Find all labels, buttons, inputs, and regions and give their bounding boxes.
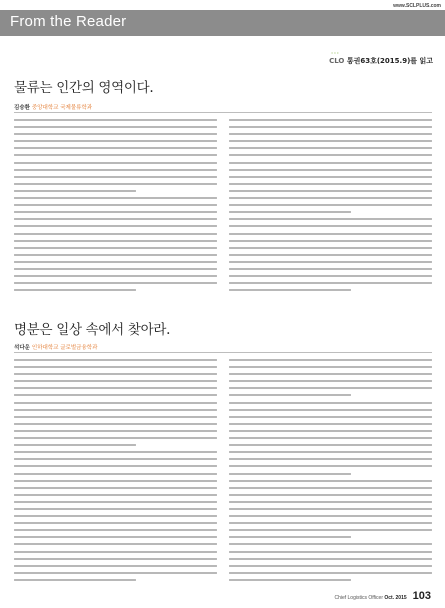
body-text-line xyxy=(14,225,217,227)
body-text-line xyxy=(229,140,432,142)
body-text-line xyxy=(14,437,217,439)
article-2-title: 명분은 일상 속에서 찾아라. xyxy=(14,322,171,338)
body-text-line xyxy=(229,565,432,567)
reference-line xyxy=(329,51,433,66)
body-text-line xyxy=(14,169,217,171)
body-text-line xyxy=(229,190,432,192)
body-text-line xyxy=(229,373,432,375)
body-text-line xyxy=(14,211,217,213)
body-text-line xyxy=(14,133,217,135)
body-text-line xyxy=(14,465,217,467)
body-text-line xyxy=(229,387,432,389)
body-text-line xyxy=(14,147,217,149)
page-number: 103 xyxy=(412,590,431,602)
body-text-line xyxy=(229,366,432,368)
body-text-line xyxy=(14,487,217,489)
body-text-line xyxy=(229,119,432,121)
article-1-rule xyxy=(14,112,432,113)
body-text-line xyxy=(229,451,432,453)
article-2-author-name: 석다운 xyxy=(14,345,30,351)
body-text-line xyxy=(229,409,432,411)
body-text-line xyxy=(14,423,217,425)
body-text-line xyxy=(14,154,217,156)
body-text-line xyxy=(14,579,136,581)
body-text-line xyxy=(229,261,432,263)
article-1-author-affiliation: 중앙대학교 국제물류학과 xyxy=(31,105,93,111)
body-text-line xyxy=(229,480,432,482)
body-text-line xyxy=(229,133,432,135)
body-text-line xyxy=(229,501,432,503)
body-text-line xyxy=(229,402,432,404)
body-text-line xyxy=(229,162,432,164)
body-text-line xyxy=(14,551,217,553)
body-text-line xyxy=(229,522,432,524)
article-2-rule xyxy=(14,352,432,353)
body-text-line xyxy=(229,543,432,545)
body-text-line xyxy=(229,458,432,460)
body-text-line xyxy=(229,473,351,475)
body-text-line xyxy=(14,480,217,482)
body-text-line xyxy=(229,268,432,270)
body-text-line xyxy=(14,233,217,235)
body-text-line xyxy=(229,465,432,467)
article-2-left-column xyxy=(14,359,217,586)
body-text-line xyxy=(14,444,136,446)
body-text-line xyxy=(14,289,136,291)
body-text-line xyxy=(14,494,217,496)
body-text-line xyxy=(229,444,432,446)
reference-clo: CLO xyxy=(329,57,345,65)
body-text-line xyxy=(229,416,432,418)
body-text-line xyxy=(14,394,217,396)
article-1-title: 물류는 인간의 영역이다. xyxy=(14,80,154,96)
article-1-right-column xyxy=(229,119,432,296)
body-text-line xyxy=(14,373,217,375)
article-1-author-name: 김승환 xyxy=(14,105,30,111)
body-text-line xyxy=(229,233,432,235)
body-text-line xyxy=(14,197,217,199)
body-text-line xyxy=(229,204,432,206)
body-text-line xyxy=(229,240,432,242)
body-text-line xyxy=(14,515,217,517)
body-text-line xyxy=(14,430,217,432)
body-text-line xyxy=(14,387,217,389)
body-text-line xyxy=(14,501,217,503)
article-2-author-affiliation: 인하대학교 글로벌금융학과 xyxy=(31,345,98,351)
body-text-line xyxy=(14,140,217,142)
body-text-line xyxy=(229,147,432,149)
body-text-line xyxy=(14,529,217,531)
body-text-line xyxy=(14,402,217,404)
body-text-line xyxy=(14,565,217,567)
body-text-line xyxy=(229,529,432,531)
body-text-line xyxy=(229,579,351,581)
body-text-line xyxy=(229,282,432,284)
body-text-line xyxy=(14,176,217,178)
body-text-line xyxy=(14,190,136,192)
body-text-line xyxy=(229,169,432,171)
body-text-line xyxy=(229,572,432,574)
body-text-line xyxy=(14,572,217,574)
body-text-line xyxy=(229,176,432,178)
body-text-line xyxy=(229,218,432,220)
body-text-line xyxy=(229,275,432,277)
article-2-author xyxy=(14,343,97,351)
body-text-line xyxy=(14,247,217,249)
body-text-line xyxy=(14,416,217,418)
body-text-line xyxy=(14,380,217,382)
body-text-line xyxy=(229,515,432,517)
body-text-line xyxy=(14,162,217,164)
body-text-line xyxy=(229,437,432,439)
body-text-line xyxy=(229,487,432,489)
body-text-line xyxy=(14,508,217,510)
body-text-line xyxy=(229,254,432,256)
body-text-line xyxy=(229,289,351,291)
body-text-line xyxy=(14,240,217,242)
reference-dots: ··· xyxy=(331,51,340,57)
body-text-line xyxy=(229,508,432,510)
body-text-line xyxy=(229,551,432,553)
body-text-line xyxy=(14,536,217,538)
body-text-line xyxy=(229,247,432,249)
body-text-line xyxy=(14,458,217,460)
body-text-line xyxy=(229,394,351,396)
body-text-line xyxy=(14,261,217,263)
article-1-left-column xyxy=(14,119,217,296)
body-text-line xyxy=(229,183,432,185)
body-text-line xyxy=(229,359,432,361)
body-text-line xyxy=(14,282,217,284)
body-text-line xyxy=(14,218,217,220)
body-text-line xyxy=(14,359,217,361)
body-text-line xyxy=(229,423,432,425)
body-text-line xyxy=(14,366,217,368)
body-text-line xyxy=(14,473,217,475)
body-text-line xyxy=(229,211,351,213)
footer-magazine: Chief Logistics Officer Oct. 2015 xyxy=(334,595,407,601)
body-text-line xyxy=(229,494,432,496)
body-text-line xyxy=(229,154,432,156)
body-text-line xyxy=(14,522,217,524)
body-text-line xyxy=(229,225,432,227)
body-text-line xyxy=(229,430,432,432)
section-title: From the Reader xyxy=(10,13,127,30)
body-text-line xyxy=(14,275,217,277)
page-footer xyxy=(334,590,431,602)
body-text-line xyxy=(229,536,351,538)
body-text-line xyxy=(14,119,217,121)
body-text-line xyxy=(14,126,217,128)
reference-text: 통권63호(2015.9)를 읽고 xyxy=(346,57,433,65)
site-url: www.SCLPLUS.com xyxy=(393,3,441,9)
body-text-line xyxy=(229,126,432,128)
body-text-line xyxy=(14,204,217,206)
body-text-line xyxy=(14,451,217,453)
body-text-line xyxy=(229,380,432,382)
body-text-line xyxy=(14,558,217,560)
article-2-right-column xyxy=(229,359,432,586)
body-text-line xyxy=(14,409,217,411)
body-text-line xyxy=(14,254,217,256)
body-text-line xyxy=(14,543,217,545)
body-text-line xyxy=(229,558,432,560)
body-text-line xyxy=(229,197,432,199)
body-text-line xyxy=(14,268,217,270)
article-1-author xyxy=(14,103,92,111)
body-text-line xyxy=(14,183,217,185)
